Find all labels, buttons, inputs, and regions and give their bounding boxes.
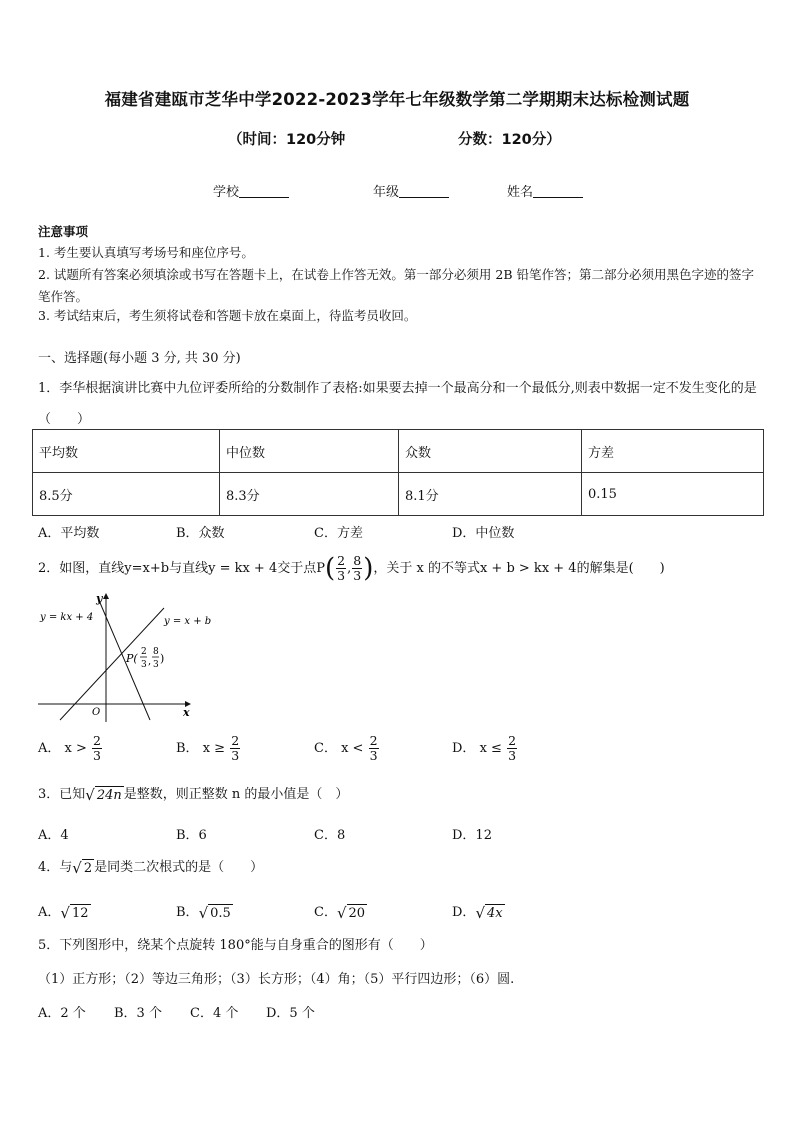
radical-sign: √ [85, 785, 95, 804]
q5-option-b[interactable]: B．3 个 [114, 1006, 162, 1021]
table-cell: 8.3分 [220, 473, 399, 516]
q2-option-d[interactable] [452, 734, 518, 763]
table-cell: 8.5分 [33, 473, 220, 516]
label-p-end: ) [160, 652, 165, 665]
radicand: 0.5 [210, 905, 231, 921]
frac-den: 3 [337, 568, 346, 583]
option-letter: D． [452, 905, 476, 920]
label-p-comma: , [148, 656, 152, 667]
q5-option-a[interactable]: A．2 个 [38, 1006, 86, 1021]
radical-sign: √ [475, 903, 485, 922]
frac-num: 2 [508, 733, 517, 748]
radicand: 2 [83, 860, 93, 876]
q2-text-a: 2．如图，直线 [38, 561, 125, 576]
label-origin: O [92, 707, 101, 718]
notice-item-2: 2. 试题所有答案必须填涂或书写在答题卡上，在试卷上作答无效。第一部分必须用 2B 铅笔作答；第二部分必须用黑色字迹的签字笔作答。 [38, 267, 754, 304]
option-letter: B． [176, 741, 199, 756]
school-field [213, 181, 289, 200]
grade-label: 年级 [373, 185, 400, 200]
notice-heading: 注意事项 [38, 224, 89, 239]
label-p-den2: 3 [153, 660, 159, 670]
score-table [32, 429, 764, 516]
name-blank [533, 183, 583, 198]
table-cell: 8.1分 [399, 473, 582, 516]
option-letter: C． [314, 905, 337, 920]
q5-option-d[interactable]: D．5 个 [266, 1006, 315, 1021]
label-p-num2: 8 [153, 647, 159, 657]
radical-sign: √ [60, 903, 70, 922]
q2-text-b: 与直线 [169, 561, 209, 576]
option-relation: x < [341, 741, 364, 756]
paren-left: ( [325, 553, 336, 584]
label-p-den1: 3 [141, 660, 147, 670]
option-relation: x > [64, 741, 87, 756]
label-y: y [96, 592, 103, 605]
q1-option-b[interactable]: B．众数 [176, 526, 225, 541]
q3-pre: 3．已知 [38, 787, 86, 802]
radical-sign: √ [336, 903, 347, 922]
q3-text [38, 785, 348, 805]
q2-line2: y = kx + 4 [208, 561, 278, 576]
q2-option-a[interactable] [38, 734, 103, 763]
q2-text-d: ，关于 x 的不等式 [373, 561, 480, 576]
option-frac [369, 734, 379, 763]
paren-right: ) [363, 553, 374, 584]
q2-text-e: 的解集是( ) [576, 561, 665, 576]
label-kx-plus-4: y = kx + 4 [40, 612, 94, 623]
section-heading: 一、选择题(每小题 3 分, 共 30 分) [38, 351, 241, 366]
q3-sqrt [85, 786, 123, 804]
radicand: 24n [96, 787, 122, 803]
notice-item-1: 1. 考生要认真填写考场号和座位序号。 [38, 245, 254, 260]
exam-time: （时间：120分钟 [228, 132, 346, 148]
q2-inequality: x + b > kx + 4 [479, 561, 577, 576]
option-letter: C． [314, 741, 337, 756]
q3-option-d[interactable]: D．12 [452, 828, 492, 843]
q2-point-letter: P [316, 561, 325, 576]
table-header-cell: 中位数 [220, 430, 399, 473]
q4-option-a[interactable] [38, 901, 91, 922]
frac-den: 3 [508, 748, 517, 763]
table-row [33, 430, 764, 473]
q2-px-frac [336, 554, 346, 583]
option-letter: A． [38, 905, 61, 920]
q2-option-c[interactable] [314, 734, 380, 763]
q1-option-d[interactable]: D．中位数 [452, 526, 515, 541]
table-header-cell: 平均数 [33, 430, 220, 473]
q2-text-c: 交于点 [277, 561, 317, 576]
q4-option-b[interactable] [176, 901, 233, 922]
frac-den: 3 [353, 568, 362, 583]
table-header-cell: 方差 [582, 430, 764, 473]
q5-text: 5．下列图形中，绕某个点旋转 180°能与自身重合的图形有（ ） [38, 938, 433, 953]
label-p-num1: 2 [141, 647, 147, 657]
name-field [507, 181, 583, 200]
school-label: 学校 [213, 185, 240, 200]
radical-sign: √ [72, 858, 82, 877]
q4-text [38, 858, 263, 878]
q3-option-c[interactable]: C．8 [314, 828, 346, 843]
option-sqrt [60, 904, 90, 922]
q2-py-frac [352, 554, 362, 583]
name-label: 姓名 [507, 185, 534, 200]
q2-line1: y=x+b [124, 561, 170, 576]
school-blank [239, 183, 289, 198]
q4-pre: 4．与 [38, 860, 73, 875]
q1-text: 1．李华根据演讲比赛中九位评委所给的分数制作了表格:如果要去掉一个最高分和一个最低分,则表中数据一定不发生变化的是（ ） [38, 381, 757, 427]
option-frac [230, 734, 240, 763]
option-frac [92, 734, 102, 763]
label-x-plus-b: y = x + b [164, 616, 212, 627]
option-sqrt [199, 904, 233, 922]
q3-option-b[interactable]: B．6 [176, 828, 207, 843]
table-row [33, 473, 764, 516]
q4-option-c[interactable] [314, 901, 367, 922]
frac-den: 3 [231, 748, 240, 763]
q2-option-b[interactable] [176, 734, 241, 763]
q1-option-c[interactable]: C．方差 [314, 526, 363, 541]
frac-num: 2 [369, 733, 378, 748]
option-sqrt [337, 904, 367, 922]
table-cell: 0.15 [582, 473, 764, 516]
page-title: 福建省建瓯市芝华中学2022-2023学年七年级数学第二学期期末达标检测试题 [104, 90, 690, 109]
frac-num: 8 [353, 553, 362, 568]
frac-num: 2 [93, 733, 101, 748]
radical-sign: √ [198, 903, 209, 922]
radicand: 20 [348, 905, 366, 921]
q4-option-d[interactable] [452, 901, 505, 922]
frac-den: 3 [369, 748, 378, 763]
q4-post: 是同类二次根式的是（ ） [94, 860, 264, 875]
radicand: 12 [71, 905, 89, 921]
exam-score: 分数：120分） [458, 132, 561, 148]
q3-option-a[interactable]: A．4 [38, 828, 69, 843]
frac-den: 3 [93, 748, 101, 763]
q2-graph [36, 590, 212, 725]
option-frac [507, 734, 517, 763]
q1-option-a[interactable]: A．平均数 [38, 526, 100, 541]
option-letter: B． [176, 905, 199, 920]
grade-blank [399, 183, 449, 198]
q3-post: 是整数，则正整数 n 的最小值是（ ） [123, 787, 349, 802]
q5-sub: （1）正方形；（2）等边三角形；（3）长方形；（4）角；（5）平行四边形；（6）圆. [38, 972, 515, 987]
q4-sqrt [72, 859, 94, 877]
option-sqrt [475, 904, 504, 922]
label-x: x [183, 706, 190, 719]
grade-field [373, 181, 449, 200]
radicand: 4x [487, 905, 503, 921]
table-header-cell: 众数 [399, 430, 582, 473]
option-letter: A． [38, 741, 61, 756]
notice-item-3: 3. 考试结束后，考生须将试卷和答题卡放在桌面上，待监考员收回。 [38, 308, 417, 323]
label-p: P( [126, 652, 138, 665]
frac-num: 2 [231, 733, 240, 748]
frac-num: 2 [337, 553, 346, 568]
q5-option-c[interactable]: C．4 个 [190, 1006, 239, 1021]
option-letter: D． [452, 741, 476, 756]
q2-text: 2．如图，直线y=x+b与直线y = kx + 4交于点P( $\frac{2}{3}$ , $\frac{8}{3}$ )，关于 x 的不等式x + b > kx + 4的解集是( ) [38, 553, 665, 584]
option-relation: x ≥ [202, 741, 226, 756]
option-relation: x ≤ [479, 741, 502, 756]
